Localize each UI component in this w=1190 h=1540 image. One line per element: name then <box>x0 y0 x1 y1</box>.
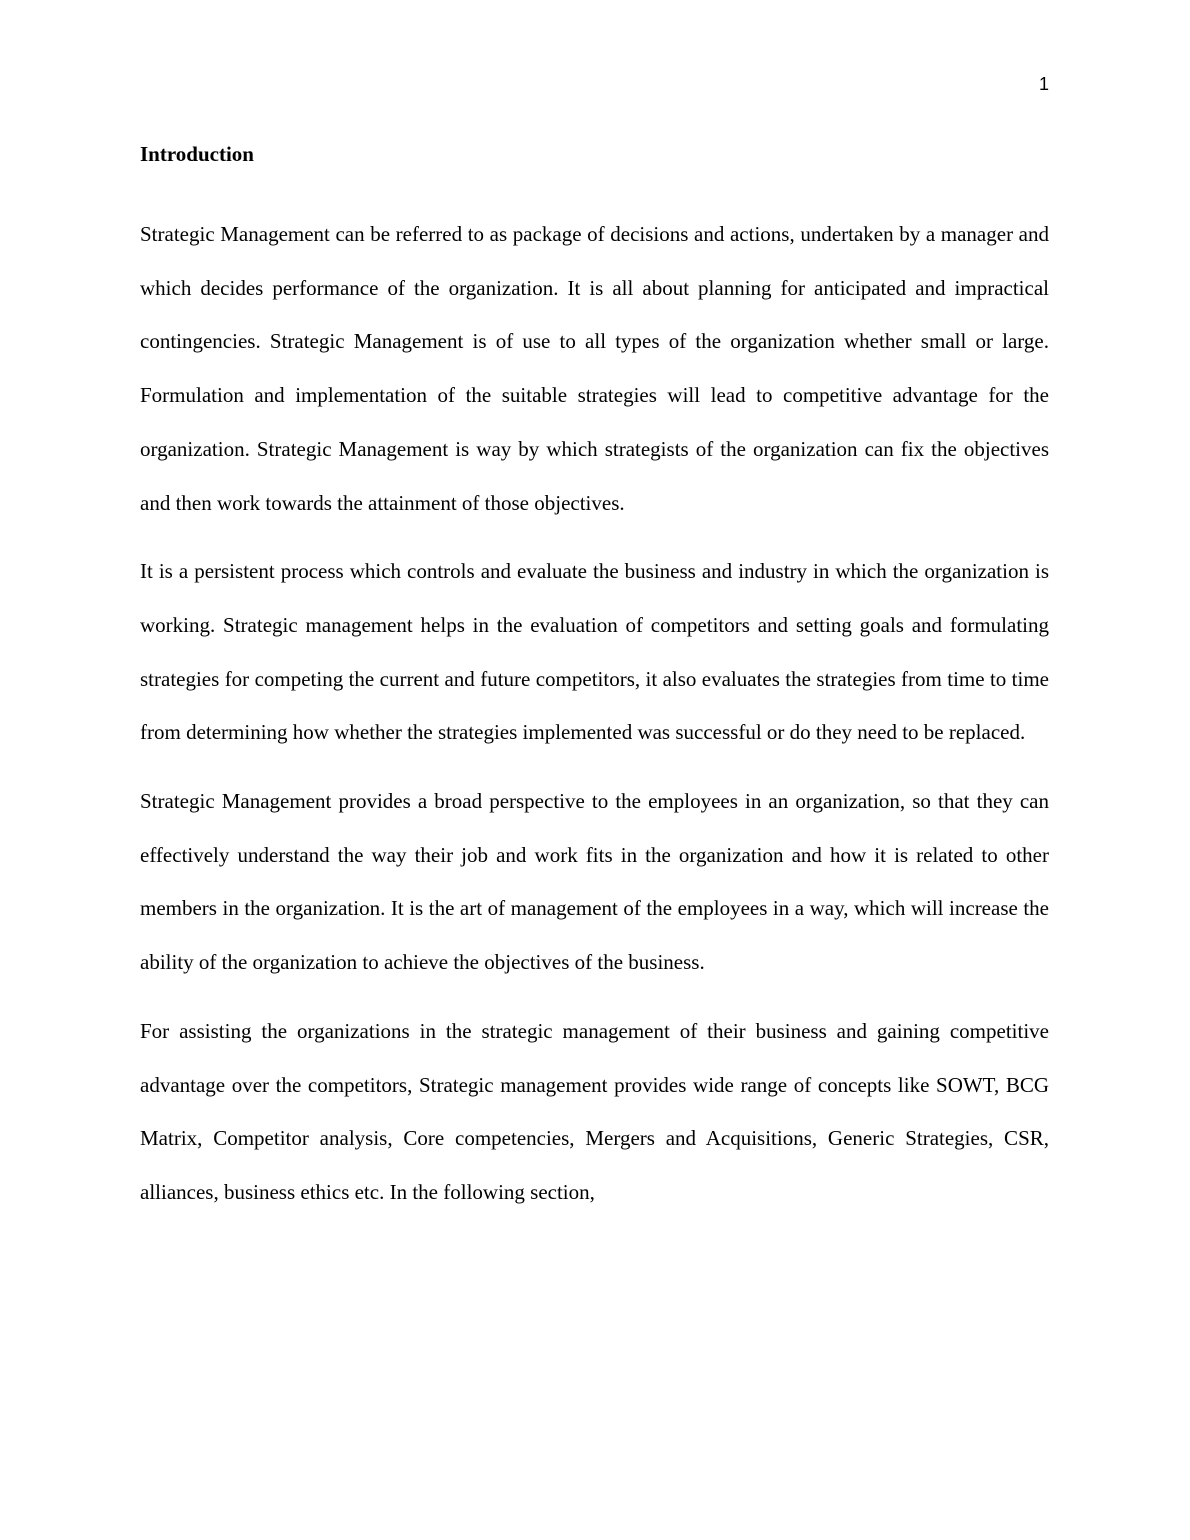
paragraph-2: It is a persistent process which controls and evaluate the business and industry in which the organization is working. Strategic management helps in the evaluation of competitors and setting goals and formulating strategies for competing the current and future competitors, it also evaluates the strategies from time to time from determining how whether the strategies implemented was successful or do they need to be replaced. <box>140 559 1049 745</box>
paragraph-4: For assisting the organizations in the strategic management of their business and gaining competitive advantage over the competitors, Strategic management provides wide range of concepts like SOWT, BCG Matrix, Competitor analysis, Core competencies, Mergers and Acquisitions, Generic Strategies, CSR, alliances, business ethics etc. In the following section, <box>140 1018 1049 1204</box>
paragraph-3: Strategic Management provides a broad perspective to the employees in an organization, so that they can effectively understand the way their job and work fits in the organization and how it is related to other members in the organization. It is the art of management of the employees in a way, which will increase the ability of the organization to achieve the objectives of the business. <box>140 789 1049 975</box>
document-body <box>140 139 1049 1235</box>
page-number: 1 <box>1038 74 1049 94</box>
section-heading: Introduction <box>140 142 254 166</box>
paragraph-1: Strategic Management can be referred to as package of decisions and actions, undertaken by a manager and which decides performance of the organization. It is all about planning for anticipated and impractical contingencies. Strategic Management is of use to all types of the organization whether small or large. Formulation and implementation of the suitable strategies will lead to competitive advantage for the organization. Strategic Management is way by which strategists of the organization can fix the objectives and then work towards the attainment of those objectives. <box>140 222 1049 515</box>
